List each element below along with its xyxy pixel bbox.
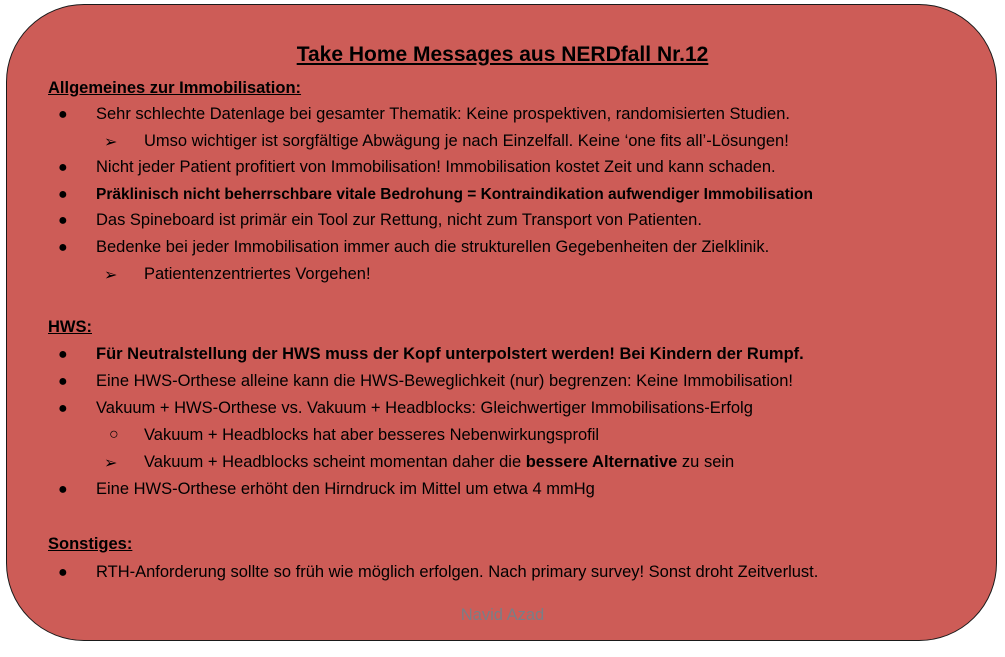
list-item: Sehr schlechte Datenlage bei gesamter Thematik: Keine prospektiven, randomisierten Studien.	[96, 105, 790, 123]
author-footer: Navid Azad	[460, 606, 545, 624]
list-item: Vakuum + HWS-Orthese vs. Vakuum + Headblocks: Gleichwertiger Immobilisations-Erfolg	[96, 399, 753, 417]
take-home-card	[6, 4, 997, 641]
bullet-dot-icon: ●	[58, 239, 68, 256]
bullet-dot-icon: ●	[58, 373, 68, 390]
list-item: Eine HWS-Orthese alleine kann die HWS-Beweglichkeit (nur) begrenzen: Keine Immobilisation!	[96, 372, 793, 390]
section-heading-allgemeines: Allgemeines zur Immobilisation:	[48, 79, 302, 97]
bullet-dot-icon: ●	[58, 212, 68, 229]
list-item: RTH-Anforderung sollte so früh wie möglich erfolgen. Nach primary survey! Sonst droht Zeitverlust.	[96, 563, 819, 581]
list-item-text: Vakuum + Headblocks scheint momentan daher die	[144, 453, 526, 471]
list-item: Vakuum + Headblocks hat aber besseres Nebenwirkungsprofil	[144, 426, 600, 444]
list-item: Bedenke bei jeder Immobilisation immer auch die strukturellen Gegebenheiten der Zielklinik.	[96, 238, 770, 256]
bullet-dot-icon: ●	[58, 159, 68, 176]
bullet-dot-icon: ●	[58, 106, 68, 123]
page-title: Take Home Messages aus NERDfall Nr.12	[296, 43, 709, 66]
emphasis-text: bessere Alternative	[525, 453, 678, 471]
arrow-bullet-icon: ➢	[104, 267, 118, 284]
list-item: Patientenzentriertes Vorgehen!	[144, 265, 371, 283]
bullet-dot-icon: ●	[58, 186, 68, 203]
list-item: Eine HWS-Orthese erhöht den Hirndruck im Mittel um etwa 4 mmHg	[96, 480, 595, 498]
list-item-text: zu sein	[677, 453, 735, 471]
list-item: Das Spineboard ist primär ein Tool zur Rettung, nicht zum Transport von Patienten.	[96, 211, 702, 229]
arrow-bullet-icon: ➢	[104, 455, 118, 472]
bullet-dot-icon: ●	[58, 400, 68, 417]
list-item: Für Neutralstellung der HWS muss der Kopf unterpolstert werden! Bei Kindern der Rumpf.	[96, 345, 804, 363]
bullet-dot-icon: ●	[58, 481, 68, 498]
list-item: Umso wichtiger ist sorgfältige Abwägung je nach Einzelfall. Keine ‘one fits all’-Lösungen!	[144, 132, 789, 150]
arrow-bullet-icon: ➢	[104, 134, 118, 151]
bullet-dot-icon: ●	[58, 346, 68, 363]
list-item	[144, 453, 734, 472]
circle-bullet-icon: ○	[109, 426, 119, 443]
section-heading-hws: HWS:	[48, 318, 92, 336]
bullet-dot-icon: ●	[58, 564, 68, 581]
section-heading-sonstiges: Sonstiges:	[48, 535, 133, 553]
list-item: Präklinisch nicht beherrschbare vitale Bedrohung = Kontraindikation aufwendiger Immobilisation	[96, 186, 814, 203]
list-item: Nicht jeder Patient profitiert von Immobilisation! Immobilisation kostet Zeit und kann schaden.	[96, 158, 776, 176]
